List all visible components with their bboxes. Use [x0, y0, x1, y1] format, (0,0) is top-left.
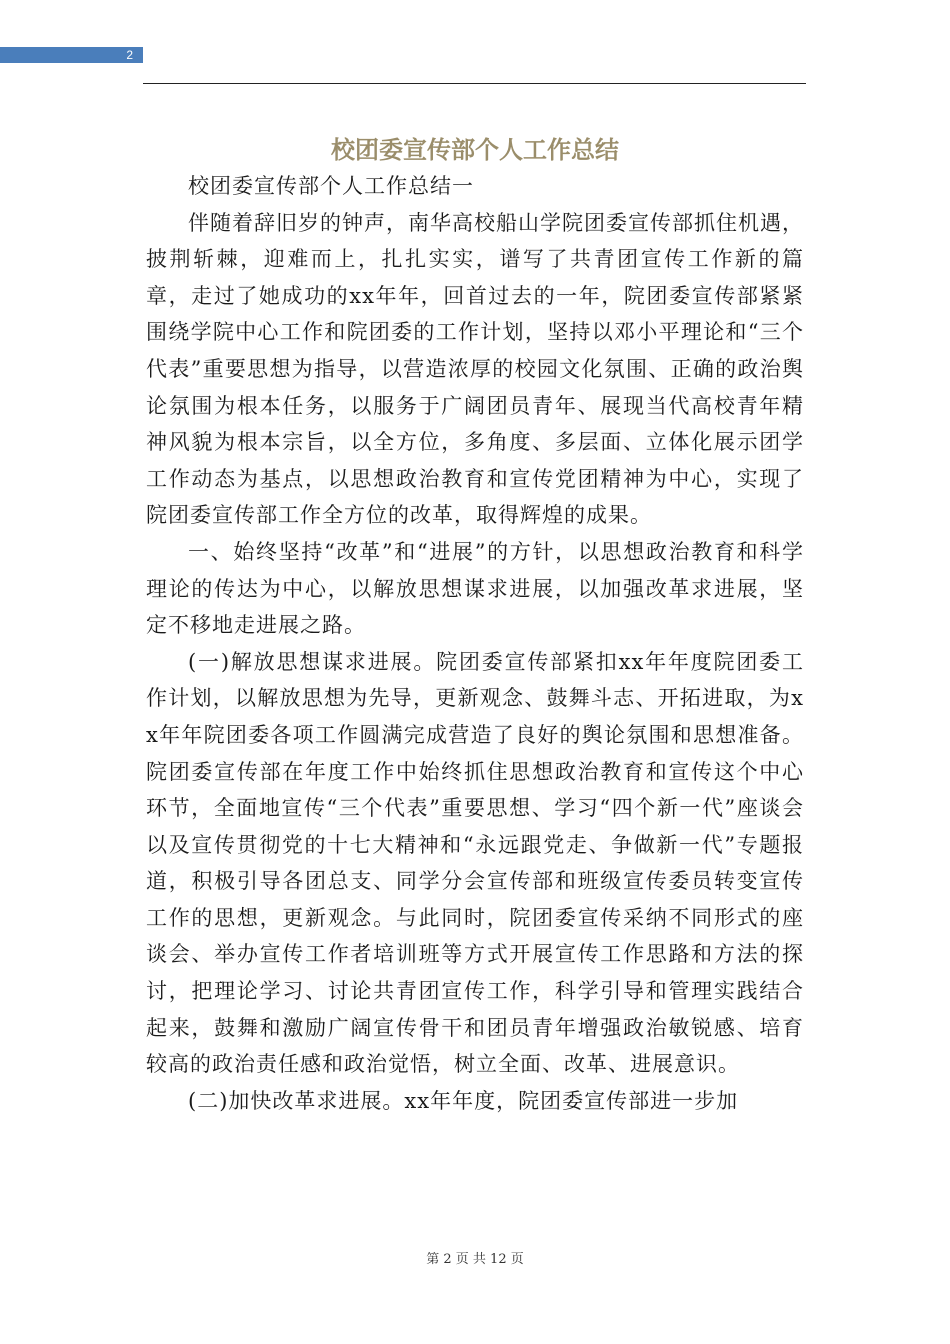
page-footer: 第 2 页 共 12 页	[426, 1252, 524, 1267]
document-title: 校团委宣传部个人工作总结	[331, 136, 619, 164]
paragraph-section-one: 一、始终坚持“改革”和“进展”的方针，以思想政治教育和科学理论的传达为中心，以解放思想谋求进展，以加强改革求进展，坚定不移地走进展之路。	[146, 539, 804, 638]
paragraph-subtitle: 校团委宣传部个人工作总结一	[188, 174, 474, 198]
document-body	[146, 168, 804, 1119]
paragraph-subsection-two: (二)加快改革求进展。xx年年度，院团委宣传部进一步加	[188, 1088, 739, 1113]
page-number-tab	[0, 47, 143, 63]
page-number: 2	[126, 48, 133, 62]
paragraph-intro: 伴随着辞旧岁的钟声，南华高校船山学院团委宣传部抓住机遇，披荆斩棘，迎难而上，扎扎实实，谱写了共青团宣传工作新的篇章，走过了她成功的xx年年，回首过去的一年，院团委宣传部紧紧围绕学院中心工作和院团委的工作计划，坚持以邓小平理论和“三个代表”重要思想为指导，以营造浓厚的校园文化氛围、正确的政治舆论氛围为根本任务，以服务于广阔团员青年、展现当代高校青年精神风貌为根本宗旨，以全方位，多角度、多层面、立体化展示团学工作动态为基点，以思想政治教育和宣传党团精神为中心，实现了院团委宣传部工作全方位的改革，取得辉煌的成果。	[146, 210, 804, 528]
header-rule	[143, 83, 806, 84]
paragraph-subsection-one: (一)解放思想谋求进展。院团委宣传部紧扣xx年年度院团委工作计划，以解放思想为先导，更新观念、鼓舞斗志、开拓进取，为xx年年院团委各项工作圆满完成营造了良好的舆论氛围和思想准备。院团委宣传部在年度工作中始终抓住思想政治教育和宣传这个中心环节，全面地宣传“三个代表”重要思想、学习“四个新一代”座谈会以及宣传贯彻党的十七大精神和“永远跟党走、争做新一代”专题报道，积极引导各团总支、同学分会宣传部和班级宣传委员转变宣传工作的思想，更新观念。与此同时，院团委宣传采纳不同形式的座谈会、举办宣传工作者培训班等方式开展宣传工作思路和方法的探讨，把理论学习、讨论共青团宣传工作，科学引导和管理实践结合起来，鼓舞和激励广阔宣传骨干和团员青年增强政治敏锐感、培育较高的政治责任感和政治觉悟，树立全面、改革、进展意识。	[146, 649, 804, 1077]
